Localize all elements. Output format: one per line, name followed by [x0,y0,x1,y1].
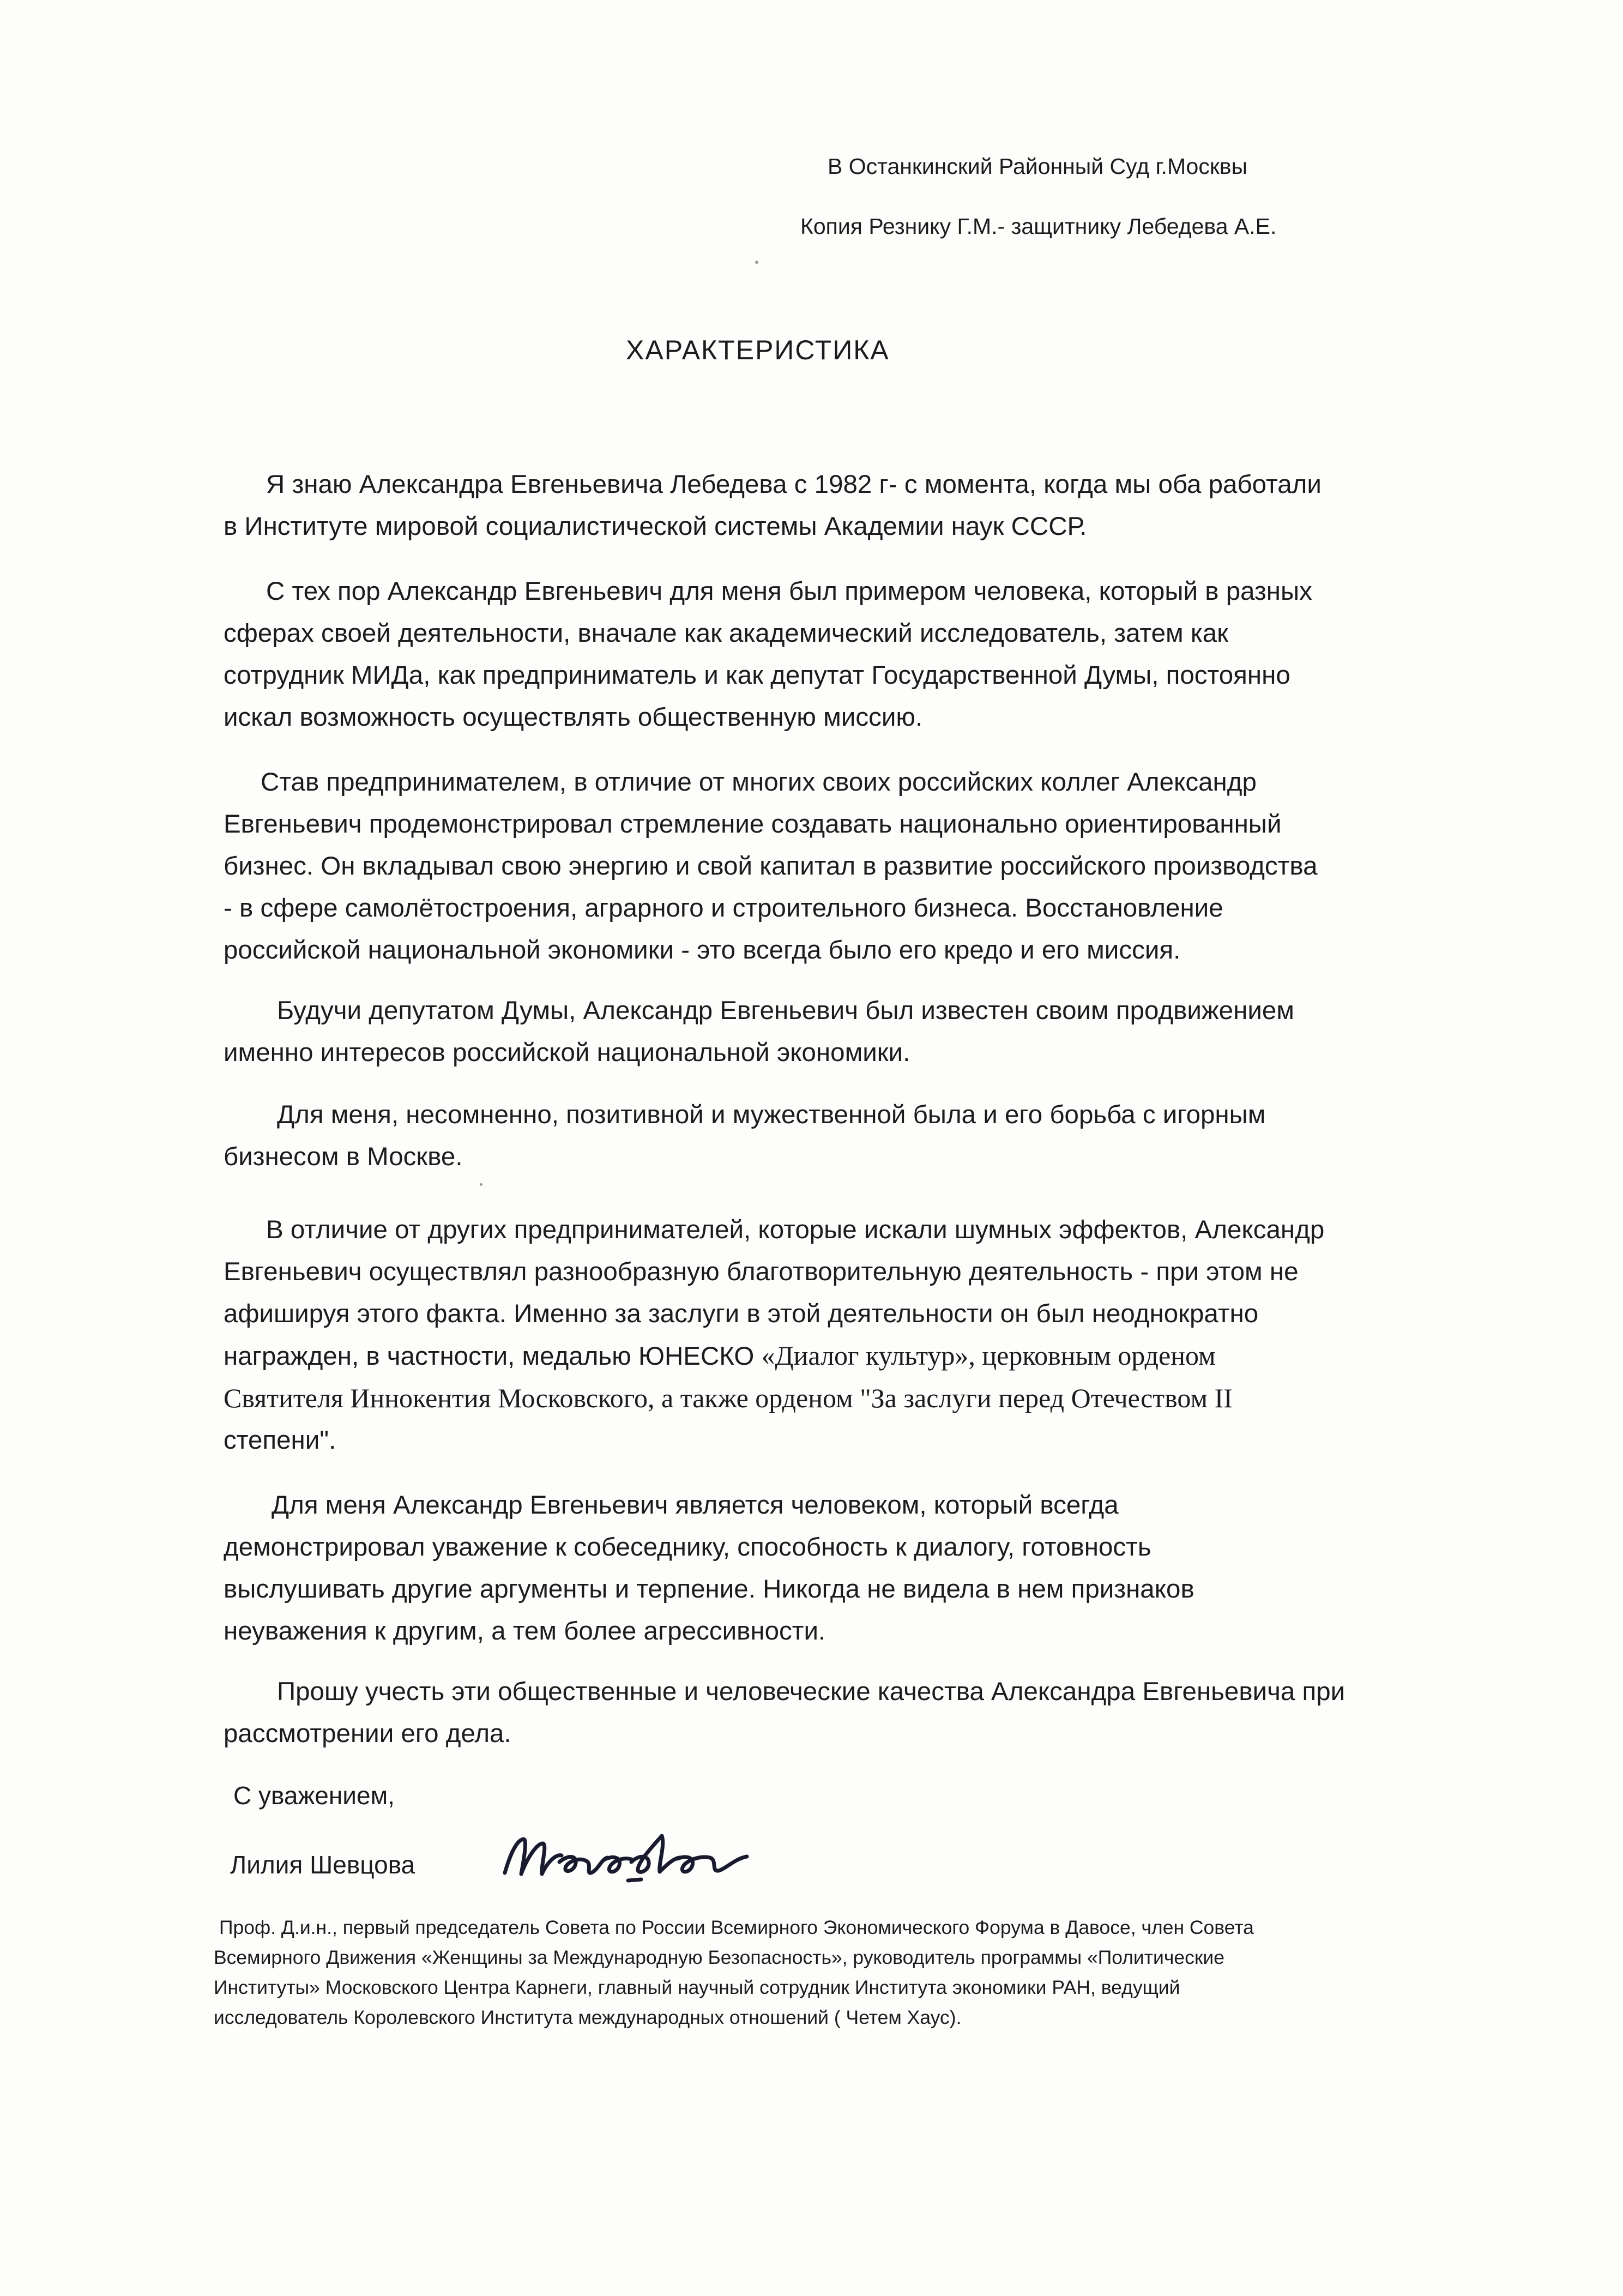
credentials-line: Проф. Д.и.н., первый председатель Совета по России Всемирного Экономического Форума в Давосе, член Совета [219,1917,1254,1938]
paragraph-line: Евгеньевич осуществлял разнообразную благотворительную деятельность - при этом не [224,1257,1299,1286]
paragraph-line-serif: «Диалог культур», церковным орденом [761,1340,1216,1371]
paragraph-line: Для меня Александр Евгеньевич является человеком, который всегда [271,1491,1119,1520]
paragraph-line: искал возможность осуществлять общественную миссию. [224,703,923,732]
credentials-line: Институты» Московского Центра Карнеги, главный научный сотрудник Института экономики РАН, ведущий [214,1976,1180,1998]
paragraph-line: Святителя Иннокентия Московского, а также орденом "За заслуги перед Отечеством II [224,1383,1233,1413]
paragraph-line: сотрудник МИДа, как предприниматель и как депутат Государственной Думы, постоянно [224,661,1290,690]
paragraph-1 [224,463,1322,547]
paragraph-line: сферах своей деятельности, вначале как академический исследователь, затем как [224,619,1228,648]
credentials-line: Всемирного Движения «Женщины за Международную Безопасность», руководитель программы «Политические [214,1947,1224,1968]
paragraph-line: В отличие от других предпринимателей, которые искали шумных эффектов, Александр [266,1215,1325,1244]
paragraph-line: бизнесом в Москве. [224,1142,463,1171]
paragraph-5 [224,1094,1265,1178]
paragraph-line: Будучи депутатом Думы, Александр Евгеньевич был известен своим продвижением [277,996,1294,1025]
paragraph-2 [224,570,1312,738]
paragraph-line: демонстрировал уважение к собеседнику, способность к диалогу, готовность [224,1533,1151,1562]
scan-speck [480,1183,482,1186]
paragraph-3 [224,761,1318,971]
handwritten-signature [495,1824,757,1889]
paragraph-line: выслушивать другие аргументы и терпение. Никогда не видела в нем признаков [224,1575,1194,1604]
paragraph-4 [224,990,1294,1074]
paragraph-line: бизнес. Он вкладывал свою энергию и свой капитал в развитие российского производства [224,852,1318,881]
paragraph-line: неуважения к другим, а тем более агрессивности. [224,1617,826,1646]
scan-speck [755,261,758,264]
signatory-credentials [214,1913,1254,2033]
paragraph-line: афишируя этого факта. Именно за заслуги в этой деятельности он был неоднократно [224,1299,1259,1328]
paragraph-line: Став предпринимателем, в отличие от многих своих российских коллег Александр [261,768,1257,797]
paragraph-line-sans: награжден, в частности, медалью ЮНЕСКО [224,1342,762,1371]
paragraph-8 [224,1671,1345,1755]
paragraph-line: С тех пор Александр Евгеньевич для меня был примером человека, который в разных [266,577,1312,606]
paragraph-line: российской национальной экономики - это всегда было его кредо и его миссия. [224,936,1181,965]
paragraph-6 [224,1209,1324,1461]
addressee-line: В Останкинский Районный Суд г.Москвы [828,154,1248,179]
paragraph-line: Я знаю Александра Евгеньевича Лебедева с 1982 г- с момента, когда мы оба работали [266,470,1322,499]
copy-to-line: Копия Резнику Г.М.- защитнику Лебедева А.Е. [800,214,1277,239]
closing-salutation: С уважением, [233,1781,395,1810]
paragraph-7 [224,1484,1194,1652]
paragraph-line: Прошу учесть эти общественные и человеческие качества Александра Евгеньевича при [277,1677,1346,1706]
paragraph-line: рассмотрении его дела. [224,1719,511,1748]
document-title: ХАРАКТЕРИСТИКА [626,335,890,365]
paragraph-line [224,1335,1324,1377]
paragraph-line: именно интересов российской национальной экономики. [224,1038,910,1067]
paragraph-line: в Институте мировой социалистической системы Академии наук СССР. [224,512,1087,541]
paragraph-line: Для меня, несомненно, позитивной и мужественной была и его борьба с игорным [277,1100,1266,1129]
paragraph-line: Евгеньевич продемонстрировал стремление создавать национально ориентированный [224,810,1282,839]
signatory-name: Лилия Шевцова [230,1851,415,1879]
paragraph-line: - в сфере самолётостроения, аграрного и строительного бизнеса. Восстановление [224,894,1223,923]
credentials-line: исследователь Королевского Института международных отношений ( Четем Хаус). [214,2006,962,2028]
paragraph-line: степени". [224,1426,336,1455]
